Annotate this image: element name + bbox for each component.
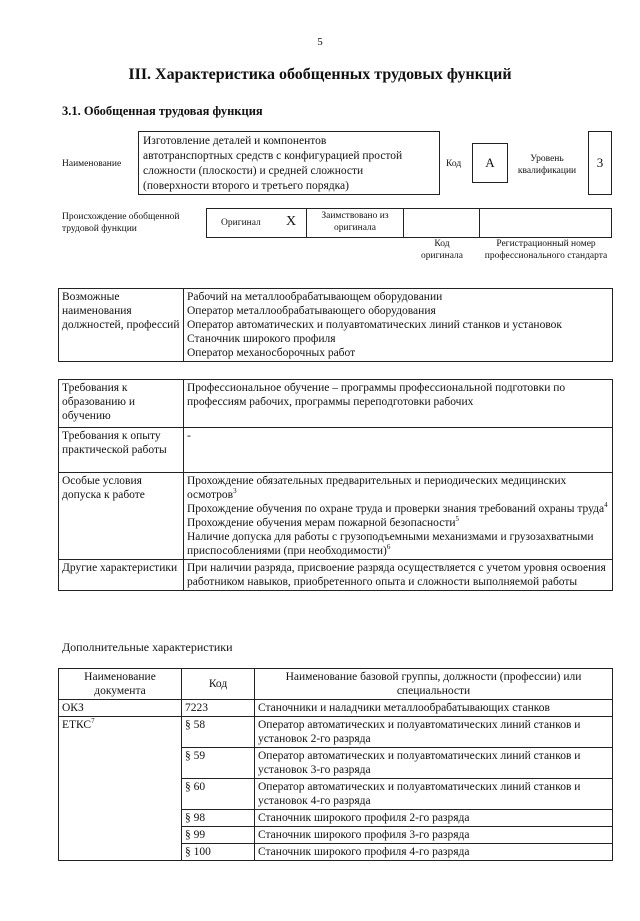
- experience-label: Требования к опыту практической работы: [59, 428, 184, 473]
- level-label: Уровень квалификации: [517, 154, 577, 176]
- function-name-box: [138, 131, 440, 195]
- origin-label: Происхождение обобщенной трудовой функции: [62, 212, 180, 234]
- positions-table: [58, 288, 613, 362]
- divider: [306, 208, 307, 238]
- header-code: Код: [182, 669, 255, 700]
- footnote-mark: 4: [604, 501, 608, 510]
- position-item: Станочник широкого профиля: [187, 333, 336, 345]
- other-label: Другие характеристики: [59, 560, 184, 591]
- condition-item: Наличие допуска для работы с грузоподъемными механизмами и грузозахватными приспособлениями (при необходимости): [187, 531, 594, 557]
- row-name: Станочник широкого профиля 3-го разряда: [255, 827, 613, 844]
- code-value: A: [472, 143, 508, 183]
- row-code: 7223: [182, 700, 255, 717]
- original-label: Оригинал: [221, 218, 261, 228]
- education-value: Профессиональное обучение – программы профессиональной подготовки по профессиям рабочих, программы переподготовки рабочих: [184, 380, 613, 428]
- special-conditions-value: [184, 473, 613, 560]
- requirements-table: [58, 379, 613, 591]
- row-name: Оператор автоматических и полуавтоматических линий станков и установок 3-го разряда: [255, 748, 613, 779]
- footnote-mark: 7: [91, 717, 95, 726]
- divider: [479, 208, 480, 238]
- condition-item: Прохождение обязательных предварительных и периодических медицинских осмотров: [187, 475, 567, 501]
- function-name-line: Изготовление деталей и компонентов: [143, 135, 327, 147]
- position-item: Рабочий на металлообрабатывающем оборудовании: [187, 291, 443, 303]
- row-name: Станочники и наладчики металлообрабатывающих станков: [255, 700, 613, 717]
- row-code: § 100: [182, 844, 255, 861]
- row-name: Станочник широкого профиля 4-го разряда: [255, 844, 613, 861]
- additional-title: Дополнительные характеристики: [62, 640, 233, 654]
- function-name-line: (поверхности второго и третьего порядка): [143, 180, 349, 192]
- row-name: Оператор автоматических и полуавтоматических линий станков и установок 4-го разряда: [255, 779, 613, 810]
- row-name: Станочник широкого профиля 2-го разряда: [255, 810, 613, 827]
- borrowed-label: Заимствовано из оригинала: [321, 211, 389, 233]
- special-conditions-label: Особые условия допуска к работе: [59, 473, 184, 560]
- origin-box: [206, 208, 612, 238]
- function-name-line: автотранспортных средств с конфигурацией простой: [143, 150, 403, 162]
- code-original-caption: Код оригинала: [421, 239, 463, 261]
- condition-item: Прохождение обучения мерам пожарной безопасности: [187, 517, 456, 529]
- row-code: § 99: [182, 827, 255, 844]
- experience-value: -: [184, 428, 613, 473]
- additional-table: [58, 668, 613, 861]
- row-code: § 59: [182, 748, 255, 779]
- row-code: § 58: [182, 717, 255, 748]
- page-number: 5: [317, 36, 323, 48]
- positions-list: [184, 289, 613, 362]
- condition-item: Прохождение обучения по охране труда и проверки знания требований охраны труда: [187, 503, 605, 515]
- doc-name: ЕТКС: [62, 719, 92, 731]
- row-doc: ОКЗ: [59, 700, 182, 717]
- footnote-mark: 5: [455, 515, 460, 524]
- position-item: Оператор автоматических и полуавтоматических линий станков и установок: [187, 319, 563, 331]
- other-value: При наличии разряда, присвоение разряда осуществляется с учетом уровня освоения работником навыков, приобретенного опыта и сложности выполняемой работы: [184, 560, 613, 591]
- subsection-title: 3.1. Обобщенная трудовая функция: [62, 104, 263, 118]
- code-label: Код: [446, 159, 462, 169]
- divider: [403, 208, 404, 238]
- positions-label: Возможные наименования должностей, профессий: [59, 289, 184, 362]
- level-value: 3: [588, 131, 612, 195]
- footnote-mark: 6: [386, 543, 391, 552]
- footnote-mark: 3: [233, 487, 237, 496]
- row-code: § 60: [182, 779, 255, 810]
- education-label: Требования к образованию и обучению: [59, 380, 184, 428]
- name-label: Наименование: [62, 159, 122, 169]
- row-doc: [59, 717, 182, 861]
- header-doc: Наименование документа: [59, 669, 182, 700]
- position-item: Оператор металлообрабатывающего оборудования: [187, 305, 436, 317]
- header-name: Наименование базовой группы, должности (профессии) или специальности: [255, 669, 613, 700]
- row-name: Оператор автоматических и полуавтоматических линий станков и установок 2-го разряда: [255, 717, 613, 748]
- reg-number-caption: Регистрационный номер профессионального стандарта: [484, 239, 608, 261]
- row-code: § 98: [182, 810, 255, 827]
- position-item: Оператор механосборочных работ: [187, 347, 356, 359]
- section-title: III. Характеристика обобщенных трудовых функций: [128, 66, 512, 83]
- function-name-line: сложности (плоскости) и средней сложности: [143, 165, 364, 177]
- original-mark: X: [286, 214, 297, 229]
